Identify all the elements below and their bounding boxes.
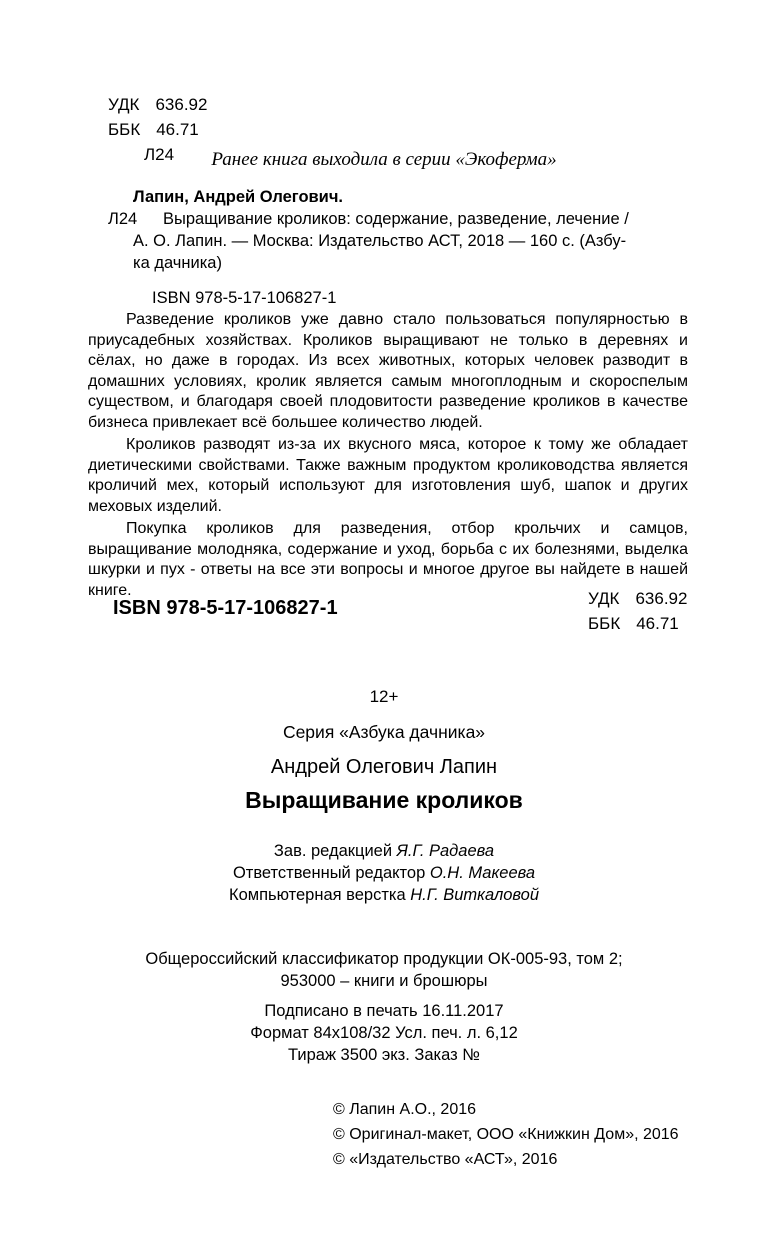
editor-line	[0, 884, 768, 906]
editor-role: Ответственный редактор	[232, 864, 430, 882]
previous-series-note: Ранее книга выходила в серии «Экоферма»	[211, 149, 557, 170]
catalog-card-code: Л24	[108, 210, 138, 228]
catalog-author-header: Лапин, Андрей Олегович.	[133, 188, 343, 206]
classifier-line2: 953000 – книги и брошюры	[280, 971, 488, 990]
catalog-description-row	[88, 208, 692, 230]
series-line: Серия «Азбука дачника»	[282, 722, 486, 742]
bbk-value: 46.71	[156, 120, 199, 139]
udk-value-right: 636.92	[635, 589, 688, 608]
editor-name: Н.Г. Виткаловой	[410, 886, 540, 904]
print-format-line: Формат 84х108/32 Усл. печ. л. 6,12	[250, 1024, 518, 1042]
classifier-line1: Общероссийский классификатор продукции ОК-005-93, том 2;	[145, 950, 623, 968]
print-date-line: Подписано в печать 16.11.2017	[264, 1002, 504, 1020]
editor-name: О.Н. Макеева	[429, 864, 536, 882]
bbk-value-right: 46.71	[636, 614, 679, 633]
classifier-block	[0, 949, 768, 992]
copyright-line: © Лапин А.О., 2016	[333, 1101, 477, 1118]
editor-role: Компьютерная верстка	[228, 886, 411, 904]
isbn-bold: ISBN 978-5-17-106827-1	[113, 597, 338, 619]
bbk-line-right	[588, 611, 687, 636]
copyright-line: © Оригинал-макет, ООО «Книжкин Дом», 2016	[333, 1126, 679, 1143]
catalog-description-line1: Выращивание кроликов: содержание, разведение, лечение /	[163, 210, 629, 228]
isbn-catalog: ISBN 978-5-17-106827-1	[152, 289, 337, 307]
udk-line	[108, 92, 207, 117]
editor-line	[0, 862, 768, 884]
bibliographic-codes-right	[588, 586, 687, 636]
udk-label: УДК	[108, 95, 140, 114]
copyright-block	[333, 1097, 679, 1172]
annotation-paragraph-2: Кроликов разводят из-за их вкусного мяса, которое к тому же обладает диетическими свойствами. Также важным продуктом кролиководства является кроличий мех, который используют для изготовления шуб, шапок и других меховых изделий.	[88, 436, 688, 515]
udk-line-right	[588, 586, 687, 611]
annotation-paragraph-3: Покупка кроликов для разведения, отбор крольчих и самцов, выращивание молодняка, содержание и уход, борьба с их болезнями, выделка шкурки и пух - ответы на все эти вопросы и многое другое вы найдете в нашей книге.	[88, 520, 688, 599]
editor-line	[0, 840, 768, 862]
editor-name: Я.Г. Радаева	[396, 842, 495, 860]
bbk-label: ББК	[108, 120, 141, 139]
card-code: Л24	[144, 145, 175, 164]
copyright-line: © «Издательство «АСТ», 2016	[333, 1151, 558, 1168]
bbk-line	[108, 117, 207, 142]
udk-label-right: УДК	[588, 589, 620, 608]
editor-role: Зав. редакцией	[273, 842, 397, 860]
udk-value: 636.92	[155, 95, 208, 114]
catalog-card	[88, 186, 692, 309]
bbk-label-right: ББК	[588, 614, 621, 633]
print-run-line: Тираж 3500 экз. Заказ №	[288, 1046, 480, 1064]
annotation	[88, 310, 688, 601]
annotation-paragraph-1: Разведение кроликов уже давно стало пользоваться популярностью в приусадебных хозяйствах. Кроликов выращивают не только в деревнях и сёлах, но даже в городах. Из всех животных, которых человек разводит в домашних условиях, кролик является самым многоплодным и скороспелым существом, и благодаря своей плодовитости разведение кроликов в качестве бизнеса привлекает всё большее количество людей.	[88, 311, 688, 431]
catalog-description-line2: А. О. Лапин. — Москва: Издательство АСТ, 2018 — 160 с. (Азбу-	[133, 232, 627, 250]
print-info-block	[0, 1000, 768, 1066]
editors-block	[0, 840, 768, 906]
book-title: Выращивание кроликов	[245, 787, 523, 813]
age-rating: 12+	[369, 687, 399, 706]
author-name: Андрей Олегович Лапин	[270, 756, 498, 778]
catalog-description-line3: ка дачника)	[133, 254, 222, 272]
